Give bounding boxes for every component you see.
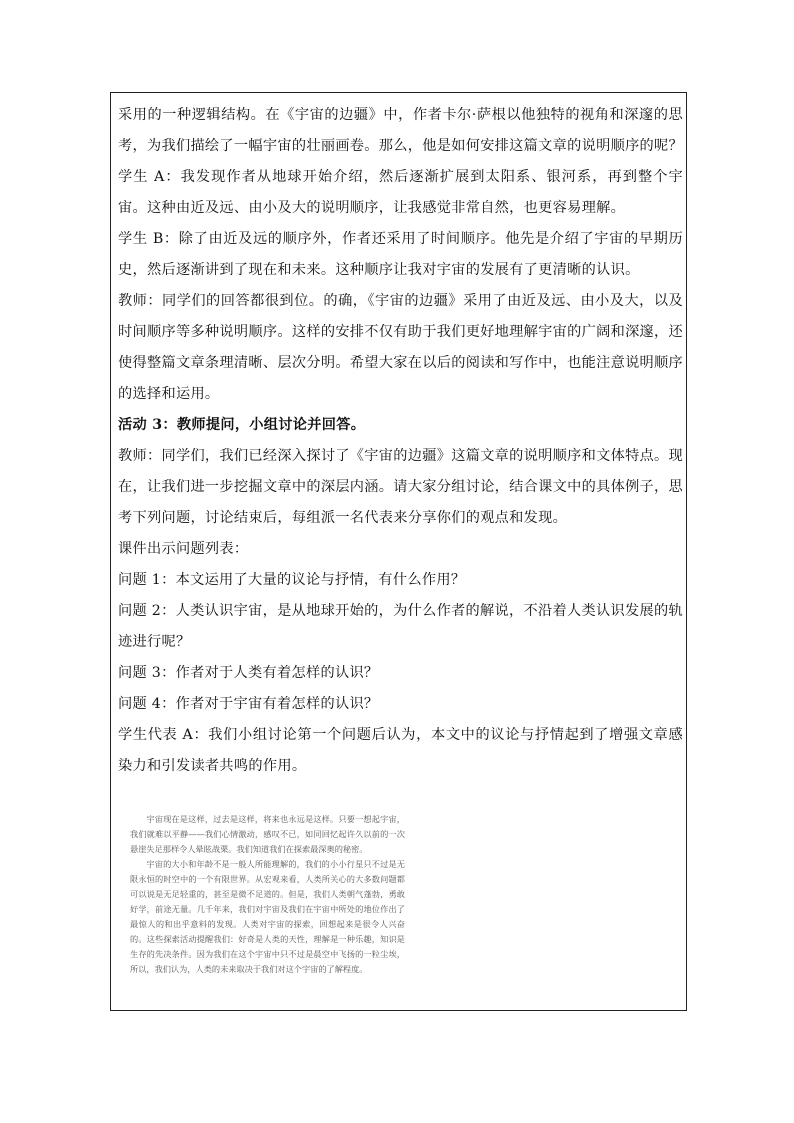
excerpt-paragraph: 宇宙现在是这样，过去是这样，将来也永远是这样。只要一想起宇宙，我们就难以平静——我们心情激动，感叹不已，如同回忆起许久以前的一次悬崖失足那样令人晕眩战栗。我们知道我们在探索最深奥的秘密。 (130, 814, 405, 854)
activity-3-heading: 活动 3：教师提问，小组讨论并回答。 (118, 417, 366, 433)
paragraph-intro: 采用的一种逻辑结构。在《宇宙的边疆》中，作者卡尔·萨根以他独特的视角和深邃的思考，为我们描绘了一幅宇宙的壮丽画卷。那么，他是如何安排这篇文章的说明顺序的呢？ (118, 107, 684, 154)
question-1: 问题 1：本文运用了大量的议论与抒情，有什么作用？ (118, 572, 466, 588)
question-2: 问题 2：人类认识宇宙，是从地球开始的，为什么作者的解说，不沿着人类认识发展的轨迹进行呢？ (118, 603, 683, 650)
scanned-textbook-excerpt (130, 812, 405, 977)
paragraph-student-b: 学生 B：除了由近及远的顺序外，作者还采用了时间顺序。他先是介绍了宇宙的早期历史，然后逐渐讲到了现在和未来。这种顺序让我对宇宙的发展有了更清晰的认识。 (118, 231, 683, 278)
paragraph-student-a: 学生 A：我发现作者从地球开始介绍，然后逐渐扩展到太阳系、银河系，再到整个宇宙。这种由近及远、由小及大的说明顺序，让我感觉非常自然，也更容易理解。 (118, 169, 683, 216)
excerpt-paragraph: 宇宙的大小和年龄不是一般人所能理解的，我们的小小行星只不过是无限永恒的时空中的一个有限世界。从宏观来看，人类所关心的大多数问题都可以说是无足轻重的，甚至是微不足道的。但是，我们人类朝气蓬勃，勇敢好学，前途无量。几千年来，我们对宇宙及我们在宇宙中所处的地位作出了最惊人的和出乎意料的发现。人类对宇宙的探索，回想起来是很令人兴奋的。这些探索活动提醒我们：好奇是人类的天性，理解是一种乐趣，知识是生存的先决条件。因为我们在这个宇宙中只不过是晨空中飞扬的一粒尘埃，所以，我们认为，人类的未来取决于我们对这个宇宙的了解程度。 (130, 859, 405, 974)
paragraph-teacher-summary: 教师：同学们的回答都很到位。的确，《宇宙的边疆》采用了由近及远、由小及大，以及时间顺序等多种说明顺序。这样的安排不仅有助于我们更好地理解宇宙的广阔和深邃，还使得整篇文章条理清晰、层次分明。希望大家在以后的阅读和写作中，也能注意说明顺序的选择和运用。 (118, 293, 684, 402)
question-4: 问题 4：作者对于宇宙有着怎样的认识？ (118, 696, 379, 712)
paragraph-teacher-prompt: 教师：同学们，我们已经深入探讨了《宇宙的边疆》这篇文章的说明顺序和文体特点。现在，让我们进一步挖掘文章中的深层内涵。请大家分组讨论，结合课文中的具体例子，思考下列问题，讨论结束后，每组派一名代表来分享你们的观点和发现。 (118, 448, 684, 526)
question-list-label: 课件出示问题列表： (118, 541, 249, 557)
question-3: 问题 3：作者对于人类有着怎样的认识？ (118, 665, 379, 681)
lesson-text (118, 100, 683, 782)
paragraph-student-rep-a: 学生代表 A：我们小组讨论第一个问题后认为，本文中的议论与抒情起到了增强文章感染力和引发读者共鸣的作用。 (118, 727, 683, 774)
